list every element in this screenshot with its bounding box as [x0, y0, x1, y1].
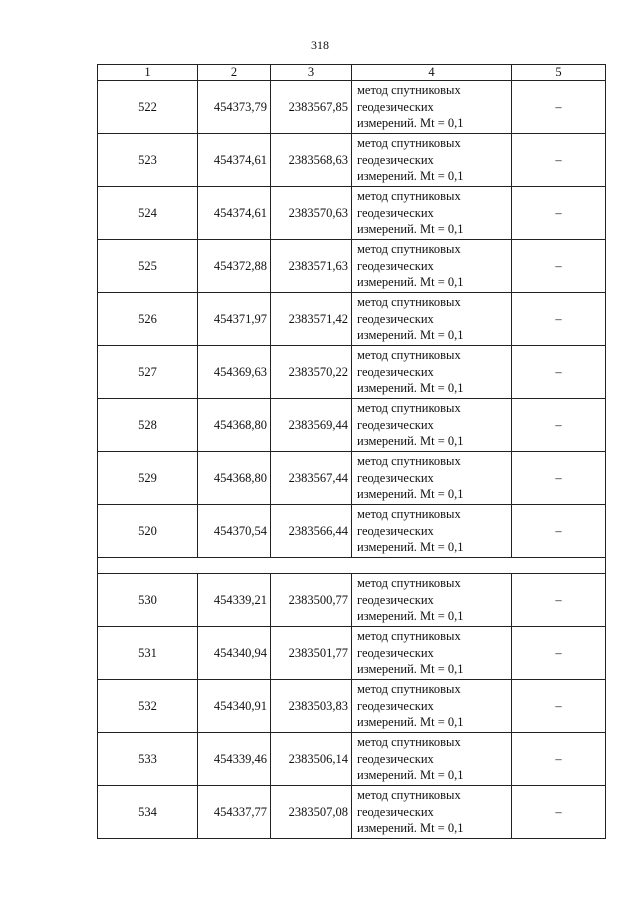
method-text: метод спутниковых геодезических измерений. Mt = 0,1	[357, 136, 464, 184]
table-row	[98, 733, 606, 786]
point-number-cell: 522	[98, 81, 198, 134]
note-cell: –	[512, 505, 606, 558]
y-coordinate-cell: 2383567,85	[271, 81, 352, 134]
table-row	[98, 680, 606, 733]
x-coordinate-cell: 454340,91	[198, 680, 271, 733]
method-text: метод спутниковых геодезических измерений. Mt = 0,1	[357, 348, 464, 396]
method-cell	[352, 399, 512, 452]
method-text: метод спутниковых геодезических измерений. Mt = 0,1	[357, 735, 464, 783]
note-cell: –	[512, 134, 606, 187]
method-cell	[352, 680, 512, 733]
method-text: метод спутниковых геодезических измерений. Mt = 0,1	[357, 295, 464, 343]
note-cell: –	[512, 627, 606, 680]
method-text: метод спутниковых геодезических измерений. Mt = 0,1	[357, 242, 464, 290]
table-row	[98, 346, 606, 399]
y-coordinate-cell: 2383570,22	[271, 346, 352, 399]
x-coordinate-cell: 454368,80	[198, 452, 271, 505]
x-coordinate-cell: 454339,21	[198, 574, 271, 627]
point-number-cell: 528	[98, 399, 198, 452]
x-coordinate-cell: 454340,94	[198, 627, 271, 680]
note-cell: –	[512, 680, 606, 733]
point-number-cell: 533	[98, 733, 198, 786]
y-coordinate-cell: 2383571,63	[271, 240, 352, 293]
table-row	[98, 187, 606, 240]
header-col-1: 1	[98, 65, 198, 81]
y-coordinate-cell: 2383566,44	[271, 505, 352, 558]
header-col-3: 3	[271, 65, 352, 81]
point-number-cell: 524	[98, 187, 198, 240]
header-col-5: 5	[512, 65, 606, 81]
x-coordinate-cell: 454374,61	[198, 187, 271, 240]
y-coordinate-cell: 2383569,44	[271, 399, 352, 452]
x-coordinate-cell: 454368,80	[198, 399, 271, 452]
method-text: метод спутниковых геодезических измерений. Mt = 0,1	[357, 788, 464, 836]
method-text: метод спутниковых геодезических измерений. Mt = 0,1	[357, 189, 464, 237]
note-cell: –	[512, 293, 606, 346]
method-text: метод спутниковых геодезических измерений. Mt = 0,1	[357, 83, 464, 131]
table-row	[98, 574, 606, 627]
method-cell	[352, 134, 512, 187]
note-cell: –	[512, 574, 606, 627]
note-cell: –	[512, 81, 606, 134]
y-coordinate-cell: 2383568,63	[271, 134, 352, 187]
point-number-cell: 531	[98, 627, 198, 680]
note-cell: –	[512, 452, 606, 505]
header-col-4: 4	[352, 65, 512, 81]
note-cell: –	[512, 786, 606, 839]
y-coordinate-cell: 2383571,42	[271, 293, 352, 346]
method-cell	[352, 187, 512, 240]
note-cell: –	[512, 240, 606, 293]
method-cell	[352, 733, 512, 786]
method-cell	[352, 81, 512, 134]
note-cell: –	[512, 346, 606, 399]
table-row	[98, 505, 606, 558]
method-cell	[352, 786, 512, 839]
point-number-cell: 530	[98, 574, 198, 627]
header-col-2: 2	[198, 65, 271, 81]
method-text: метод спутниковых геодезических измерений. Mt = 0,1	[357, 629, 464, 677]
note-cell: –	[512, 187, 606, 240]
table-row	[98, 399, 606, 452]
point-number-cell: 529	[98, 452, 198, 505]
method-text: метод спутниковых геодезических измерений. Mt = 0,1	[357, 454, 464, 502]
table-body	[98, 81, 606, 839]
point-number-cell: 526	[98, 293, 198, 346]
note-cell: –	[512, 399, 606, 452]
point-number-cell: 534	[98, 786, 198, 839]
x-coordinate-cell: 454337,77	[198, 786, 271, 839]
note-cell: –	[512, 733, 606, 786]
table-row	[98, 134, 606, 187]
x-coordinate-cell: 454369,63	[198, 346, 271, 399]
method-cell	[352, 293, 512, 346]
method-text: метод спутниковых геодезических измерений. Mt = 0,1	[357, 507, 464, 555]
x-coordinate-cell: 454372,88	[198, 240, 271, 293]
method-cell	[352, 346, 512, 399]
coordinates-table	[97, 64, 606, 839]
x-coordinate-cell: 454370,54	[198, 505, 271, 558]
y-coordinate-cell: 2383567,44	[271, 452, 352, 505]
table-row	[98, 240, 606, 293]
y-coordinate-cell: 2383501,77	[271, 627, 352, 680]
method-cell	[352, 505, 512, 558]
method-text: метод спутниковых геодезических измерений. Mt = 0,1	[357, 576, 464, 624]
point-number-cell: 532	[98, 680, 198, 733]
point-number-cell: 525	[98, 240, 198, 293]
point-number-cell: 520	[98, 505, 198, 558]
y-coordinate-cell: 2383506,14	[271, 733, 352, 786]
table-row	[98, 452, 606, 505]
table-row	[98, 786, 606, 839]
contour-separator-row	[98, 558, 606, 574]
x-coordinate-cell: 454374,61	[198, 134, 271, 187]
separator-cell	[98, 558, 606, 574]
x-coordinate-cell: 454371,97	[198, 293, 271, 346]
table-row	[98, 293, 606, 346]
point-number-cell: 527	[98, 346, 198, 399]
y-coordinate-cell: 2383507,08	[271, 786, 352, 839]
method-cell	[352, 452, 512, 505]
table-row	[98, 627, 606, 680]
method-cell	[352, 574, 512, 627]
method-text: метод спутниковых геодезических измерений. Mt = 0,1	[357, 401, 464, 449]
method-cell	[352, 627, 512, 680]
x-coordinate-cell: 454373,79	[198, 81, 271, 134]
method-text: метод спутниковых геодезических измерений. Mt = 0,1	[357, 682, 464, 730]
table-row	[98, 81, 606, 134]
page-number: 318	[311, 38, 329, 52]
x-coordinate-cell: 454339,46	[198, 733, 271, 786]
y-coordinate-cell: 2383500,77	[271, 574, 352, 627]
y-coordinate-cell: 2383503,83	[271, 680, 352, 733]
method-cell	[352, 240, 512, 293]
point-number-cell: 523	[98, 134, 198, 187]
y-coordinate-cell: 2383570,63	[271, 187, 352, 240]
table-header-row	[98, 65, 606, 81]
